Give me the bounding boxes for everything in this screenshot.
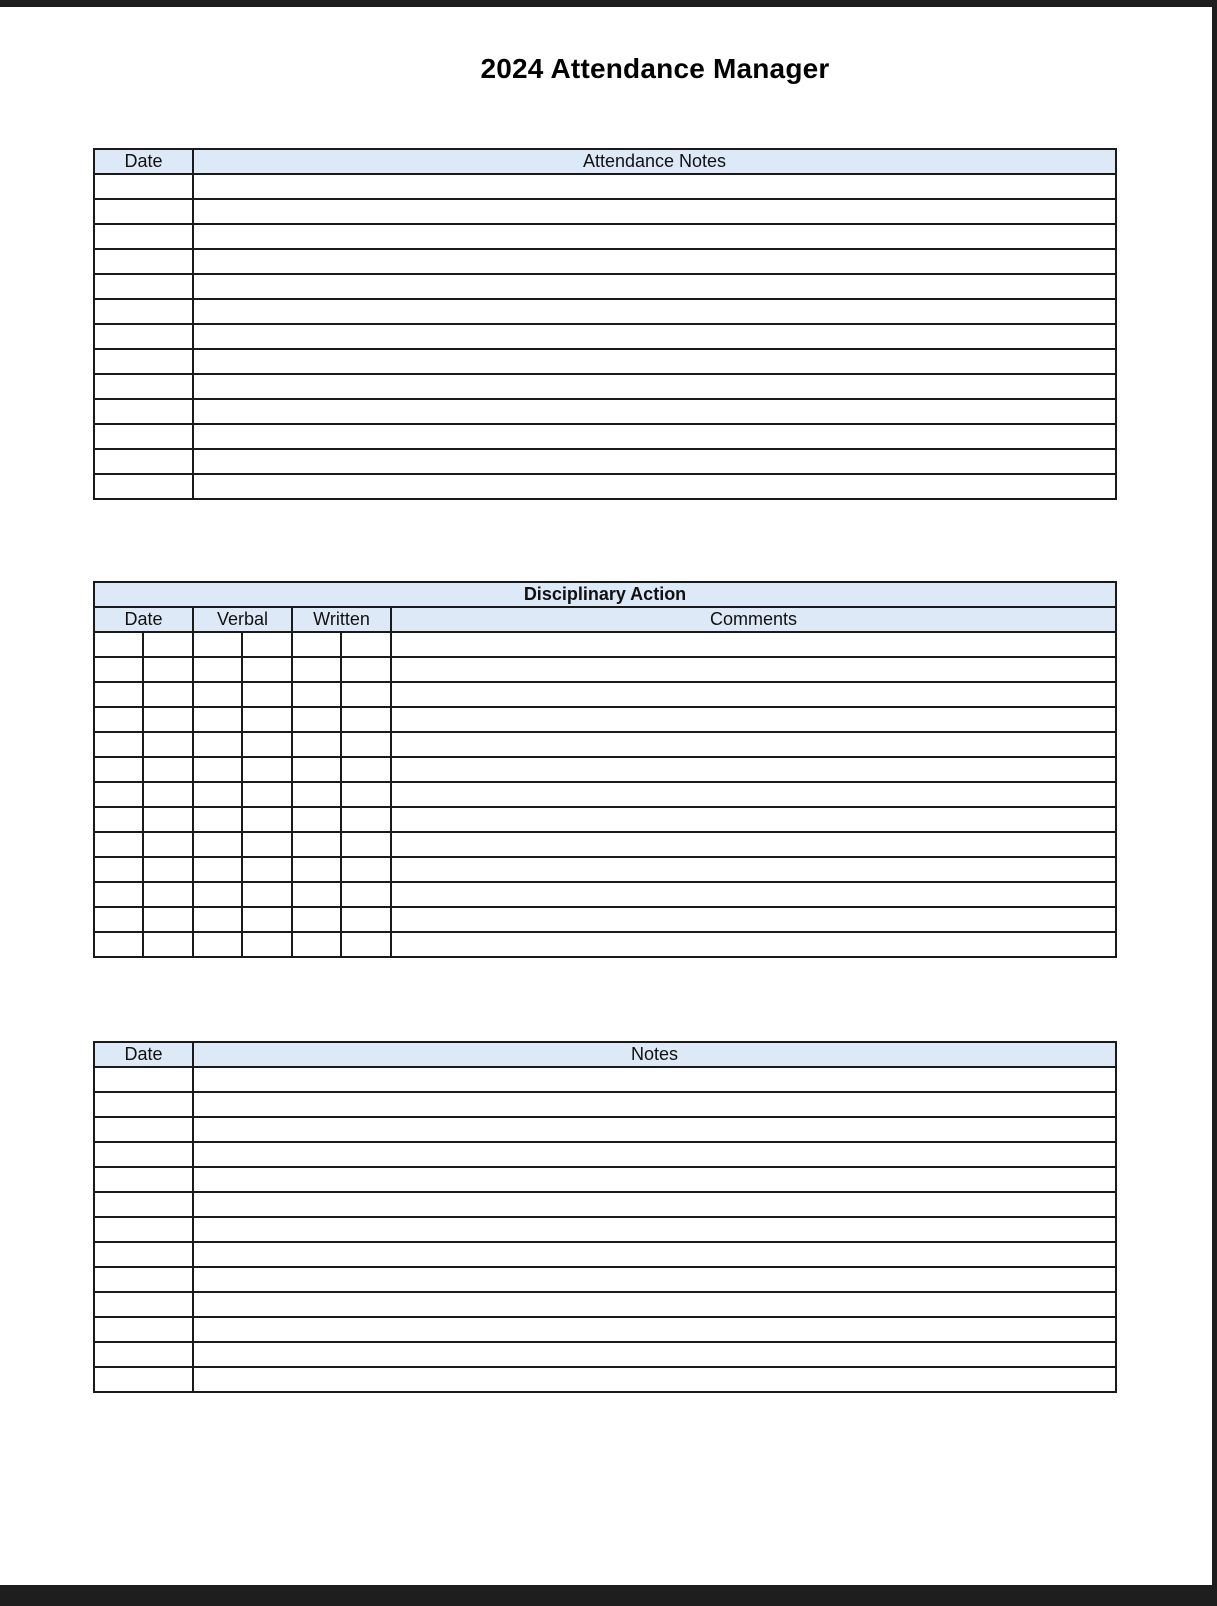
table-row [94,907,1116,932]
table-row [94,1192,1116,1217]
written-column-header: Written [292,607,391,632]
table-row [94,1292,1116,1317]
table-row [94,199,1116,224]
comments-cell[interactable] [391,782,1116,807]
date-cell[interactable] [94,224,193,249]
notes-cell[interactable] [193,1217,1116,1242]
window-edge [1212,0,1217,1606]
date-cell[interactable] [143,782,193,807]
verbal-cell[interactable] [193,932,242,957]
table-row [94,1067,1116,1092]
date-cell[interactable] [94,1217,193,1242]
table-row [94,1217,1116,1242]
table-row [94,682,1116,707]
date-cell[interactable] [94,324,193,349]
table-row [94,1367,1116,1392]
date-cell[interactable] [94,1067,193,1092]
attendance-notes-cell[interactable] [193,174,1116,199]
date-cell[interactable] [143,632,193,657]
attendance-notes-cell[interactable] [193,349,1116,374]
date-cell[interactable] [94,174,193,199]
verbal-cell[interactable] [242,632,292,657]
document-page [0,7,1212,1585]
date-cell[interactable] [94,1092,193,1117]
attendance-notes-cell[interactable] [193,199,1116,224]
notes-cell[interactable] [193,1242,1116,1267]
attendance-notes-column-header: Attendance Notes [193,149,1116,174]
written-cell[interactable] [292,707,341,732]
date-cell[interactable] [94,757,143,782]
comments-column-header: Comments [391,607,1116,632]
verbal-cell[interactable] [242,832,292,857]
date-cell[interactable] [94,399,193,424]
written-cell[interactable] [292,757,341,782]
written-cell[interactable] [341,757,391,782]
table-row [94,782,1116,807]
table-row [94,632,1116,657]
date-cell[interactable] [143,757,193,782]
date-cell[interactable] [94,707,143,732]
written-cell[interactable] [341,907,391,932]
notes-cell[interactable] [193,1292,1116,1317]
comments-cell[interactable] [391,632,1116,657]
date-cell[interactable] [94,449,193,474]
date-cell[interactable] [143,857,193,882]
verbal-cell[interactable] [193,732,242,757]
page-title: 2024 Attendance Manager [480,53,830,84]
date-cell[interactable] [94,1267,193,1292]
comments-cell[interactable] [391,732,1116,757]
notes-table [93,1041,1117,1393]
written-cell[interactable] [292,932,341,957]
written-cell[interactable] [292,632,341,657]
date-cell[interactable] [94,1192,193,1217]
date-cell[interactable] [94,857,143,882]
table-row [94,1117,1116,1142]
attendance-notes-cell[interactable] [193,399,1116,424]
table-row [94,174,1116,199]
attendance-header-row [94,149,1116,174]
date-cell[interactable] [94,782,143,807]
written-cell[interactable] [341,857,391,882]
attendance-notes-cell[interactable] [193,299,1116,324]
written-cell[interactable] [292,907,341,932]
verbal-cell[interactable] [242,932,292,957]
table-row [94,299,1116,324]
table-row [94,474,1116,499]
date-cell[interactable] [143,932,193,957]
verbal-cell[interactable] [193,707,242,732]
table-row [94,424,1116,449]
notes-column-header: Notes [193,1042,1116,1067]
date-cell[interactable] [94,882,143,907]
attendance-notes-cell[interactable] [193,224,1116,249]
disciplinary-header-row [94,607,1116,632]
table-row [94,1342,1116,1367]
notes-cell[interactable] [193,1192,1116,1217]
verbal-cell[interactable] [242,882,292,907]
verbal-column-header: Verbal [193,607,292,632]
comments-cell[interactable] [391,832,1116,857]
written-cell[interactable] [292,832,341,857]
verbal-cell[interactable] [242,682,292,707]
date-cell[interactable] [143,882,193,907]
date-column-header: Date [94,149,193,174]
date-cell[interactable] [94,349,193,374]
date-cell[interactable] [94,474,193,499]
verbal-cell[interactable] [242,732,292,757]
notes-cell[interactable] [193,1317,1116,1342]
date-cell[interactable] [94,1167,193,1192]
date-cell[interactable] [94,807,143,832]
notes-cell[interactable] [193,1267,1116,1292]
date-cell[interactable] [94,424,193,449]
table-row [94,274,1116,299]
date-cell[interactable] [94,199,193,224]
verbal-cell[interactable] [193,882,242,907]
verbal-cell[interactable] [242,907,292,932]
date-cell[interactable] [94,1292,193,1317]
table-row [94,757,1116,782]
date-cell[interactable] [94,1342,193,1367]
notes-cell[interactable] [193,1067,1116,1092]
table-row [94,1167,1116,1192]
written-cell[interactable] [341,932,391,957]
table-row [94,1267,1116,1292]
table-row [94,1092,1116,1117]
disciplinary-action-table [93,581,1117,958]
date-cell[interactable] [94,374,193,399]
verbal-cell[interactable] [193,832,242,857]
written-cell[interactable] [292,657,341,682]
comments-cell[interactable] [391,807,1116,832]
table-row [94,1142,1116,1167]
written-cell[interactable] [292,732,341,757]
comments-cell[interactable] [391,882,1116,907]
date-cell[interactable] [94,1317,193,1342]
verbal-cell[interactable] [193,907,242,932]
written-cell[interactable] [292,882,341,907]
attendance-notes-cell[interactable] [193,474,1116,499]
table-row [94,349,1116,374]
verbal-cell[interactable] [193,857,242,882]
written-cell[interactable] [341,632,391,657]
table-row [94,399,1116,424]
comments-cell[interactable] [391,757,1116,782]
attendance-notes-cell[interactable] [193,249,1116,274]
table-row [94,707,1116,732]
table-row [94,1242,1116,1267]
notes-cell[interactable] [193,1092,1116,1117]
verbal-cell[interactable] [242,857,292,882]
written-cell[interactable] [341,807,391,832]
written-cell[interactable] [292,857,341,882]
verbal-cell[interactable] [193,757,242,782]
date-cell[interactable] [143,807,193,832]
written-cell[interactable] [292,682,341,707]
date-cell[interactable] [94,832,143,857]
written-cell[interactable] [341,732,391,757]
verbal-cell[interactable] [242,657,292,682]
date-column-header: Date [94,1042,193,1067]
date-cell[interactable] [94,1142,193,1167]
table-row [94,449,1116,474]
table-row [94,832,1116,857]
verbal-cell[interactable] [193,807,242,832]
verbal-cell[interactable] [193,682,242,707]
verbal-cell[interactable] [193,657,242,682]
table-row [94,732,1116,757]
table-row [94,807,1116,832]
notes-cell[interactable] [193,1117,1116,1142]
date-cell[interactable] [143,732,193,757]
table-row [94,857,1116,882]
attendance-notes-table [93,148,1117,500]
table-row [94,249,1116,274]
table-row [94,882,1116,907]
attendance-notes-cell[interactable] [193,449,1116,474]
comments-cell[interactable] [391,707,1116,732]
table-row [94,932,1116,957]
verbal-cell[interactable] [193,782,242,807]
notes-cell[interactable] [193,1367,1116,1392]
notes-cell[interactable] [193,1342,1116,1367]
date-cell[interactable] [94,249,193,274]
comments-cell[interactable] [391,657,1116,682]
written-cell[interactable] [341,682,391,707]
date-cell[interactable] [94,657,143,682]
disciplinary-action-title: Disciplinary Action [94,582,1116,607]
table-row [94,657,1116,682]
attendance-notes-cell[interactable] [193,324,1116,349]
date-cell[interactable] [94,1117,193,1142]
date-cell[interactable] [143,657,193,682]
written-cell[interactable] [341,882,391,907]
written-cell[interactable] [341,707,391,732]
date-cell[interactable] [94,932,143,957]
notes-header-row [94,1042,1116,1067]
verbal-cell[interactable] [242,707,292,732]
written-cell[interactable] [341,832,391,857]
table-row [94,324,1116,349]
written-cell[interactable] [341,782,391,807]
date-cell[interactable] [94,907,143,932]
verbal-cell[interactable] [193,632,242,657]
notes-cell[interactable] [193,1142,1116,1167]
date-cell[interactable] [94,1367,193,1392]
disciplinary-title-row [94,582,1116,607]
comments-cell[interactable] [391,857,1116,882]
date-column-header: Date [94,607,193,632]
written-cell[interactable] [292,782,341,807]
comments-cell[interactable] [391,682,1116,707]
date-cell[interactable] [94,1242,193,1267]
notes-cell[interactable] [193,1167,1116,1192]
date-cell[interactable] [94,299,193,324]
comments-cell[interactable] [391,907,1116,932]
attendance-notes-cell[interactable] [193,274,1116,299]
table-row [94,374,1116,399]
date-cell[interactable] [143,707,193,732]
date-cell[interactable] [143,832,193,857]
written-cell[interactable] [341,657,391,682]
date-cell[interactable] [94,274,193,299]
verbal-cell[interactable] [242,782,292,807]
attendance-notes-cell[interactable] [193,374,1116,399]
comments-cell[interactable] [391,932,1116,957]
table-row [94,224,1116,249]
verbal-cell[interactable] [242,807,292,832]
date-cell[interactable] [94,682,143,707]
date-cell[interactable] [143,907,193,932]
verbal-cell[interactable] [242,757,292,782]
date-cell[interactable] [94,632,143,657]
table-row [94,1317,1116,1342]
written-cell[interactable] [292,807,341,832]
attendance-notes-cell[interactable] [193,424,1116,449]
date-cell[interactable] [143,682,193,707]
date-cell[interactable] [94,732,143,757]
